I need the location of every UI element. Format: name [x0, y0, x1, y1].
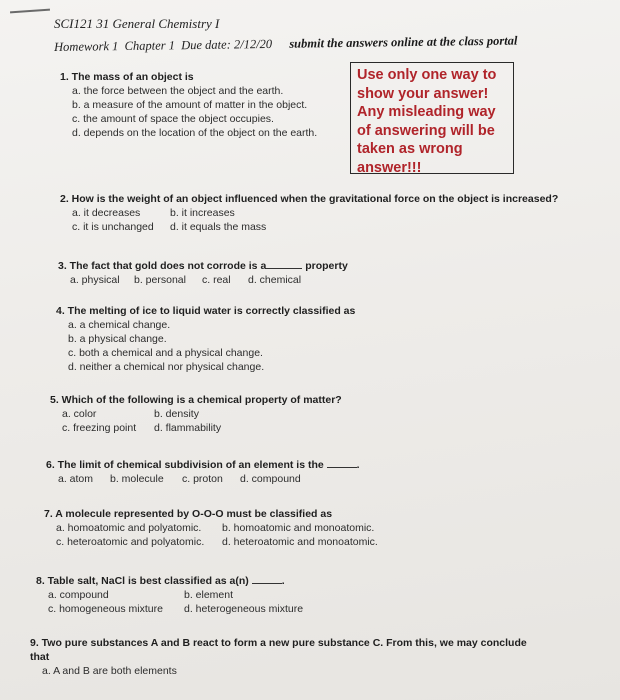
question-6-option-c: c. proton — [182, 473, 223, 485]
question-1-option-a: a. the force between the object and the earth. — [72, 85, 284, 97]
question-2-row-1 — [60, 206, 558, 220]
question-8-option-b: b. element — [184, 589, 234, 601]
question-8-period: . — [281, 575, 285, 587]
question-7-row-2 — [44, 535, 378, 549]
question-3-option-a: a. physical — [70, 274, 120, 286]
question-1-option-c: c. the amount of space the object occupies. — [72, 113, 274, 125]
question-2-row-2 — [60, 220, 558, 234]
question-6-stem: 6. The limit of chemical subdivision of an element is the — [46, 459, 324, 471]
question-8-row-1 — [36, 588, 303, 602]
question-4-option-a: a. a chemical change. — [68, 319, 171, 331]
question-4-option-c: c. both a chemical and a physical change. — [68, 347, 263, 359]
question-5-option-c: c. freezing point — [62, 422, 137, 434]
question-6-period: . — [356, 459, 360, 471]
question-5-stem: 5. Which of the following is a chemical property of matter? — [50, 394, 342, 406]
question-7-row-1 — [44, 521, 378, 535]
question-4-option-d: d. neither a chemical nor physical change. — [68, 361, 265, 373]
page-edge-mark — [10, 9, 50, 14]
question-3-option-c: c. real — [202, 274, 231, 286]
question-6-stem-line — [46, 459, 360, 471]
question-1-option-d: d. depends on the location of the object on the earth. — [72, 127, 318, 139]
question-8-option-c: c. homogeneous mixture — [48, 603, 163, 615]
question-9-stem: 9. Two pure substances A and B react to form a new pure substance C. From this, we may conclude — [30, 637, 527, 649]
question-2-option-a: a. it decreases — [72, 207, 141, 219]
question-3-option-d: d. chemical — [248, 274, 302, 286]
question-1-option-b: b. a measure of the amount of matter in the object. — [72, 99, 308, 111]
question-5-row-1 — [50, 407, 342, 421]
question-3-options — [58, 273, 348, 287]
question-2-option-d: d. it equals the mass — [170, 221, 267, 233]
question-9-option-a: a. A and B are both elements — [42, 665, 177, 677]
question-4-stem: 4. The melting of ice to liquid water is correctly classified as — [56, 305, 356, 317]
question-7-option-d: d. heteroatomic and monoatomic. — [222, 536, 378, 548]
question-3 — [58, 258, 348, 287]
question-3-option-b: b. personal — [134, 274, 186, 286]
question-8 — [36, 573, 303, 616]
question-5-option-b: b. density — [154, 408, 199, 420]
question-8-row-2 — [36, 602, 303, 616]
question-2-option-c: c. it is unchanged — [72, 221, 154, 233]
question-6-option-d: d. compound — [240, 473, 301, 485]
warning-line-1: Use only one way to — [357, 67, 497, 83]
question-3-stem — [58, 260, 348, 272]
question-5 — [50, 393, 342, 435]
question-8-option-d: d. heterogeneous mixture — [184, 603, 304, 615]
question-8-option-a: a. compound — [48, 589, 109, 601]
question-4 — [56, 304, 355, 374]
question-6-options — [46, 472, 360, 486]
warning-line-6: answer!!! — [357, 159, 422, 176]
answer-blank — [327, 457, 357, 468]
question-3-stem-end: property — [305, 260, 348, 272]
question-7 — [44, 507, 378, 549]
question-8-stem: 8. Table salt, NaCl is best classified as a(n) — [36, 575, 249, 587]
question-6-option-b: b. molecule — [110, 473, 164, 485]
homework-header — [54, 34, 518, 55]
question-4-option-b: b. a physical change. — [68, 333, 167, 345]
question-6 — [46, 457, 360, 486]
answer-blank — [252, 573, 282, 584]
question-1 — [60, 70, 317, 140]
warning-line-2: show your answer! — [357, 85, 489, 102]
question-2-stem: 2. How is the weight of an object influenced when the gravitational force on the object is increased? — [60, 193, 559, 205]
question-5-option-a: a. color — [62, 408, 97, 420]
question-1-stem: 1. The mass of an object is — [60, 71, 194, 83]
question-9-stem-continued: that — [30, 651, 50, 663]
warning-line-5: taken as wrong — [357, 141, 463, 157]
warning-line-3: Any misleading way — [357, 104, 496, 120]
question-7-option-a: a. homoatomic and polyatomic. — [56, 522, 202, 534]
question-8-stem-line — [36, 575, 285, 587]
question-7-option-b: b. homoatomic and monoatomic. — [222, 522, 375, 534]
submit-instruction: submit the answers online at the class portal — [289, 33, 518, 51]
chapter-label: Chapter 1 — [124, 38, 176, 54]
warning-box — [350, 62, 514, 174]
due-date: Due date: 2/12/20 — [181, 36, 273, 53]
question-2-option-b: b. it increases — [170, 207, 235, 219]
question-2 — [60, 192, 558, 234]
question-7-stem: 7. A molecule represented by O-O-O must be classified as — [44, 508, 333, 520]
warning-line-4: of answering will be — [357, 122, 495, 139]
question-3-stem-start: 3. The fact that gold does not corrode is a — [58, 260, 267, 272]
question-7-option-c: c. heteroatomic and polyatomic. — [56, 536, 205, 548]
question-6-option-a: a. atom — [58, 473, 94, 485]
answer-blank — [266, 258, 302, 269]
course-title: SCI121 31 General Chemistry I — [54, 16, 220, 31]
question-5-option-d: d. flammability — [154, 422, 222, 434]
question-5-row-2 — [50, 421, 342, 435]
question-9 — [30, 636, 527, 678]
homework-number: Homework 1 — [54, 39, 119, 54]
